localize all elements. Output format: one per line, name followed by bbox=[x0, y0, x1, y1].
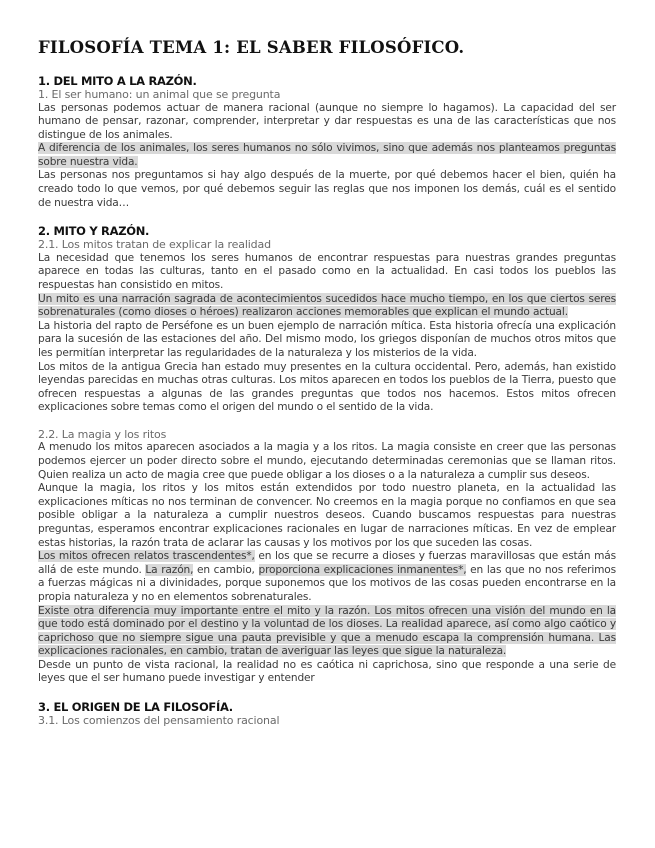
document-title: FILOSOFÍA TEMA 1: EL SABER FILOSÓFICO. bbox=[38, 38, 465, 57]
paragraph: La necesidad que tenemos los seres humanos de encontrar respuestas para nuestras grandes preguntas aparece en todas las culturas, tanto en el pasado como en la actualidad. En casi todos los pueblos las respuestas han consistido en mitos. bbox=[38, 251, 616, 291]
highlight: Existe otra diferencia muy importante entre el mito y la razón. Los mitos ofrecen una visión del mundo en la que todo está dominado por el destino y la voluntad de los dioses. La realidad aparece, así como algo caótico y caprichoso que no siempre sigue una pauta previsible y que a menudo escapa la comprensión humana. Las explicaciones racionales, en cambio, tratan de averiguar las leyes que sigue la naturaleza. bbox=[38, 604, 616, 658]
paragraph: Los mitos de la antigua Grecia han estado muy presentes en la cultura occidental. Pero, además, han existido leyendas parecidas en muchas otras culturas. Los mitos aparecen en todos los pueblos de la Tierra, puesto que ofrecen respuestas a algunas de las grandes preguntas que todos nos hacemos. Estos mitos ofrecen explicaciones sobre temas como el origen del mundo o el sentido de la vida. bbox=[38, 360, 616, 414]
section-3-heading: 3. EL ORIGEN DE LA FILOSOFÍA. bbox=[38, 700, 233, 715]
section-1-heading: 1. DEL MITO A LA RAZÓN. bbox=[38, 74, 197, 88]
paragraph-mixed-highlight bbox=[38, 550, 616, 604]
highlight: Un mito es una narración sagrada de acontecimientos sucedidos hace mucho tiempo, en los que ciertos seres sobrenaturales (como dioses o héroes) realizaron acciones memorables que explican el mundo actual. bbox=[38, 292, 616, 319]
highlight: A diferencia de los animales, los seres humanos no sólo vivimos, sino que además nos planteamos preguntas sobre nuestra vida. bbox=[38, 142, 616, 168]
paragraph-highlighted bbox=[38, 142, 616, 169]
highlight: La razón, bbox=[145, 563, 194, 576]
highlight: Los mitos ofrecen relatos trascendentes*, bbox=[38, 550, 255, 563]
section-2-heading: 2. MITO Y RAZÓN. bbox=[38, 224, 150, 239]
section-1 bbox=[38, 74, 616, 210]
paragraph: Las personas nos preguntamos si hay algo después de la muerte, por qué debemos hacer el bien, quién ha creado todo lo que vemos, por qué debemos seguir las reglas que nos imponen los demás, cuál es el sentido de nuestra vida… bbox=[38, 169, 616, 209]
paragraph-highlighted bbox=[38, 605, 616, 659]
paragraph: Desde un punto de vista racional, la realidad no es caótica ni caprichosa, sino que responde a una serie de leyes que el ser humano puede investigar y entender bbox=[38, 658, 616, 685]
paragraph: La historia del rapto de Perséfone es un buen ejemplo de narración mítica. Esta historia ofrecía una explicación para la sucesión de las estaciones del año. Del mismo modo, los griegos disponían de muchos otros mitos que les permitían interpretar las regularidades de la naturaleza y los misterios de la vida. bbox=[38, 319, 616, 359]
text-run: en cambio, bbox=[193, 563, 259, 576]
paragraph: Las personas podemos actuar de manera racional (aunque no siempre lo hagamos). La capacidad del ser humano de pensar, razonar, comprender, interpretar y dar respuestas es una de las características que nos distingue de los animales. bbox=[38, 101, 616, 141]
paragraph: A menudo los mitos aparecen asociados a la magia y a los ritos. La magia consiste en creer que las personas podemos ejercer un poder directo sobre el mundo, ejecutando determinadas ceremonias que se llaman ritos. Quien realiza un acto de magia cree que puede obligar a los dioses o a la naturaleza a cumplir sus deseos. bbox=[38, 441, 616, 481]
text-run: en los que se recurre a dioses y fuerzas maravillosas que están más allá de este mundo. bbox=[38, 550, 617, 576]
section-2 bbox=[38, 224, 616, 686]
section-3-1-subheading: 3.1. Los comienzos del pensamiento racional bbox=[38, 714, 280, 728]
section-3 bbox=[38, 700, 616, 728]
section-2-2-subheading: 2.2. La magia y los ritos bbox=[38, 427, 167, 441]
section-1-subheading: 1. El ser humano: un animal que se pregunta bbox=[38, 88, 281, 101]
text-run: en las que no nos referimos a fuerzas mágicas ni a divinidades, porque suponemos que los motivos de las cosas pueden encontrarse en la propia naturaleza y no en elementos sobrenaturales. bbox=[38, 563, 616, 603]
document-page bbox=[38, 38, 616, 742]
highlight: proporciona explicaciones inmanentes*, bbox=[258, 563, 467, 576]
paragraph: Aunque la magia, los ritos y los mitos están extendidos por todo nuestro planeta, en la actualidad las explicaciones míticas no nos terminan de convencer. No creemos en la magia porque no confiamos en que sea posible obligar a la naturaleza a cumplir nuestros deseos. Cuando buscamos respuestas para nuestras preguntas, esperamos encontrar explicaciones racionales en lugar de narraciones míticas. En vez de emplear estas historias, la razón trata de aclarar las causas y los motivos por los que suceden las cosas. bbox=[38, 482, 616, 549]
section-2-1-subheading: 2.1. Los mitos tratan de explicar la realidad bbox=[38, 238, 271, 252]
paragraph-highlighted bbox=[38, 293, 616, 320]
